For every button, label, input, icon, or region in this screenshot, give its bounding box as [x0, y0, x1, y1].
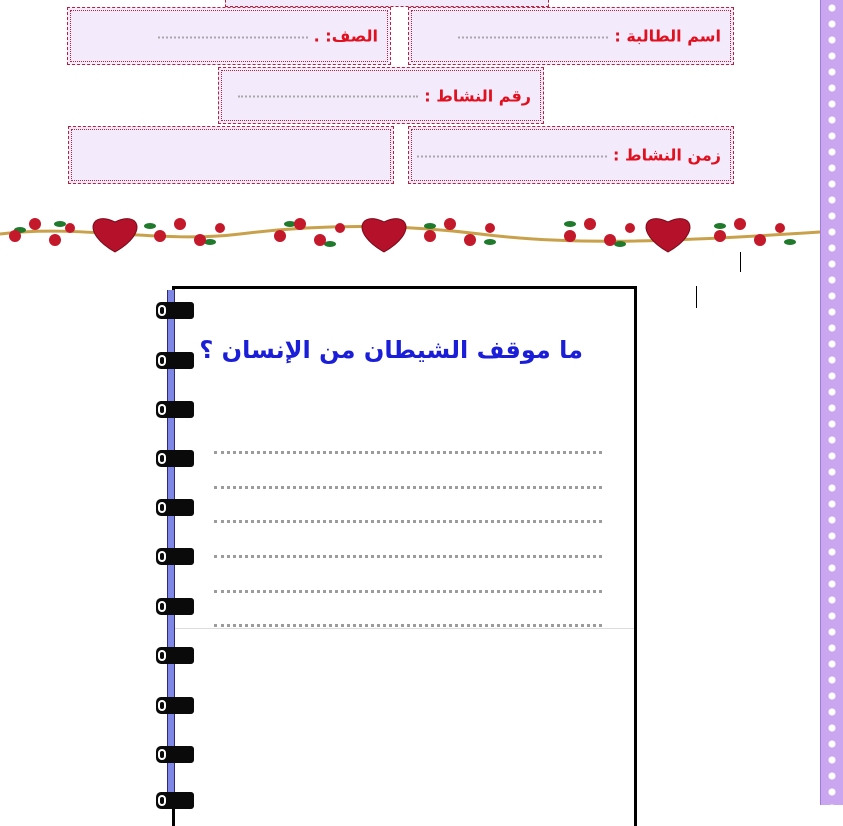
empty-field[interactable]	[68, 126, 394, 184]
spiral-ring-icon	[156, 598, 194, 615]
text-cursor	[696, 286, 697, 308]
notebook-lower-area	[174, 628, 634, 809]
answer-line[interactable]	[214, 555, 602, 558]
activity-number-blank	[238, 96, 418, 98]
student-name-label: اسم الطالبة :	[614, 26, 721, 46]
text-cursor	[740, 252, 741, 272]
spiral-ring-icon	[156, 450, 194, 467]
spiral-ring-icon	[156, 697, 194, 714]
activity-number-field[interactable]	[218, 67, 544, 124]
class-blank	[158, 36, 308, 38]
activity-number-label: رقم النشاط :	[424, 86, 531, 105]
student-name-field[interactable]	[408, 7, 734, 65]
spiral-ring-icon	[156, 352, 194, 369]
answer-line[interactable]	[214, 486, 602, 489]
answer-line[interactable]	[214, 520, 602, 523]
spiral-ring-icon	[156, 401, 194, 418]
class-label: الصف: .	[313, 26, 378, 46]
activity-time-blank	[417, 155, 607, 157]
heart-rose-garland-icon	[0, 202, 820, 262]
spiral-ring-icon	[156, 548, 194, 565]
spiral-ring-icon	[156, 647, 194, 664]
notebook-question: ما موقف الشيطان من الإنسان ؟	[199, 336, 583, 364]
decorative-side-border	[820, 0, 843, 805]
answer-line[interactable]	[214, 590, 602, 593]
answer-line[interactable]	[214, 451, 602, 454]
top-field-stub	[225, 0, 549, 7]
activity-time-field[interactable]	[408, 126, 734, 184]
student-name-blank	[458, 36, 608, 38]
class-field[interactable]	[67, 7, 391, 65]
spiral-ring-icon	[156, 302, 194, 319]
answer-line[interactable]	[214, 624, 602, 627]
spiral-ring-icon	[156, 499, 194, 516]
activity-time-label: زمن النشاط :	[613, 145, 721, 165]
spiral-ring-icon	[156, 792, 194, 809]
spiral-ring-icon	[156, 746, 194, 763]
